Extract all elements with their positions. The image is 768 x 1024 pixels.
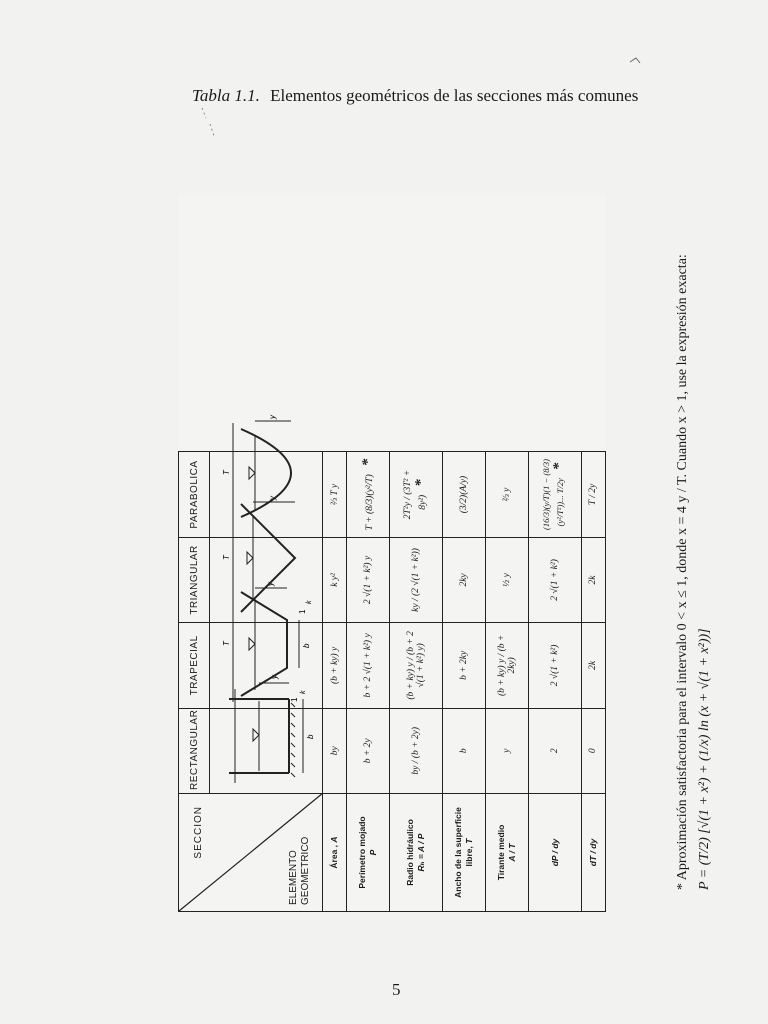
svg-text:k: k bbox=[299, 690, 307, 694]
scan-mark-top-right bbox=[628, 54, 642, 66]
col-triangular: TRIANGULAR bbox=[179, 537, 210, 622]
cell-dtdy-parabolica: T / 2y bbox=[581, 452, 605, 537]
cell-dtdy-trapecial: 2k bbox=[581, 623, 605, 708]
row-label-surface-width: Ancho de la superficie libre, T bbox=[443, 794, 486, 912]
table-row bbox=[581, 196, 605, 912]
cell-width-trapecial: b + 2ky bbox=[443, 623, 486, 708]
row-label-hydraulic-radius: Radio hidráulico Rₕ = A / P bbox=[389, 794, 442, 912]
cell-radius-triangular: ky / (2 √(1 + k²)) bbox=[389, 537, 442, 622]
table-row bbox=[485, 196, 528, 912]
svg-text:b: b bbox=[305, 734, 315, 739]
scan-mark-left bbox=[200, 106, 220, 140]
svg-text:b: b bbox=[301, 643, 311, 648]
triangular-section-sketch bbox=[210, 496, 323, 622]
table-corner-cell bbox=[179, 794, 323, 912]
svg-text:T: T bbox=[221, 555, 231, 561]
footnote bbox=[672, 190, 716, 890]
cell-radius-trapecial: (b + ky) y / (b + 2 √(1 + k²) y) bbox=[389, 623, 442, 708]
corner-section-label: SECCION bbox=[193, 806, 204, 859]
cell-radius-parabolica: 2T²y / (3T² + 8y²)* bbox=[389, 452, 442, 537]
cell-perimeter-triangular: 2 √(1 + k²) y bbox=[347, 537, 390, 622]
svg-text:1: 1 bbox=[297, 609, 307, 615]
cell-width-triangular: 2ky bbox=[443, 537, 486, 622]
svg-text:y: y bbox=[265, 581, 275, 586]
table-row bbox=[443, 196, 486, 912]
table-row bbox=[389, 196, 442, 912]
cell-perimeter-parabolica: T + (8/3)(y²/T)* bbox=[347, 452, 390, 537]
cell-area-rectangular: by bbox=[323, 708, 347, 793]
cell-radius-rectangular: by / (b + 2y) bbox=[389, 708, 442, 793]
cell-depth-parabolica: ⅔ y bbox=[485, 452, 528, 537]
corner-element-line1: ELEMENTO bbox=[288, 850, 299, 905]
page-number: 5 bbox=[392, 980, 401, 999]
row-label-dt-dy: dT / dy bbox=[581, 794, 605, 912]
cell-depth-triangular: ½ y bbox=[485, 537, 528, 622]
footnote-line2: P = (T/2) [√(1 + x²) + (1/x) ln (x + √(1 + x²))] bbox=[697, 628, 712, 890]
trapezoidal-section-sketch bbox=[210, 581, 323, 708]
svg-text:T: T bbox=[221, 640, 231, 646]
cell-area-parabolica: ⅔ T y bbox=[323, 452, 347, 537]
cell-dtdy-triangular: 2k bbox=[581, 537, 605, 622]
cell-perimeter-trapecial: b + 2 √(1 + k²) y bbox=[347, 623, 390, 708]
table-row bbox=[323, 196, 347, 912]
caption-text: Elementos geométricos de las secciones más comunes bbox=[270, 86, 639, 105]
row-label-perimeter: Perímetro mojado P bbox=[347, 794, 390, 912]
cell-dpdy-triangular: 2 √(1 + k²) bbox=[528, 537, 581, 622]
cell-dpdy-rectangular: 2 bbox=[528, 708, 581, 793]
cell-dpdy-parabolica: (16/3)(y/T)(1 − (8/3)(y²/T²))... T/2y* bbox=[528, 452, 581, 537]
rectangular-section-sketch bbox=[210, 675, 323, 793]
footnote-line1: * Aproximación satisfactoria para el intervalo 0 < x ≤ 1, donde x = 4 y / T. Cuando x > 1, use la expresión exacta: bbox=[675, 254, 690, 890]
cell-dpdy-trapecial: 2 √(1 + k²) bbox=[528, 623, 581, 708]
svg-text:k: k bbox=[305, 600, 313, 605]
corner-element-label bbox=[288, 837, 312, 905]
col-parabolica: PARABOLICA bbox=[179, 452, 210, 537]
cell-area-trapecial: (b + ky) y bbox=[323, 623, 347, 708]
row-label-dp-dy: dP / dy bbox=[528, 794, 581, 912]
cell-dtdy-rectangular: 0 bbox=[581, 708, 605, 793]
row-label-mean-depth: Tirante medio A / T bbox=[485, 794, 528, 912]
parabolic-section-sketch bbox=[210, 414, 323, 537]
row-label-area: Área , A bbox=[323, 794, 347, 912]
cell-width-parabolica: (3/2)(A/y) bbox=[443, 452, 486, 537]
rotated-table-wrapper bbox=[178, 195, 606, 912]
geometric-elements-table bbox=[178, 195, 606, 912]
cell-perimeter-rectangular: b + 2y bbox=[347, 708, 390, 793]
col-trapecial: TRAPECIAL bbox=[179, 623, 210, 708]
corner-element-line2: GEOMETRICO bbox=[300, 836, 311, 905]
svg-text:y: y bbox=[269, 675, 279, 679]
cell-area-triangular: k y² bbox=[323, 537, 347, 622]
caption-label: Tabla 1.1. bbox=[192, 86, 260, 105]
cell-depth-trapecial: (b + ky) y / (b + 2ky) bbox=[485, 623, 528, 708]
svg-text:1: 1 bbox=[289, 697, 299, 702]
table-row bbox=[528, 196, 581, 912]
col-rectangular: RECTANGULAR bbox=[179, 708, 210, 793]
cell-depth-rectangular: y bbox=[485, 708, 528, 793]
table-caption bbox=[192, 86, 638, 106]
cell-width-rectangular: b bbox=[443, 708, 486, 793]
svg-text:y: y bbox=[267, 496, 277, 501]
table-row bbox=[347, 196, 390, 912]
svg-text:y: y bbox=[267, 414, 277, 419]
svg-text:T: T bbox=[221, 469, 231, 475]
